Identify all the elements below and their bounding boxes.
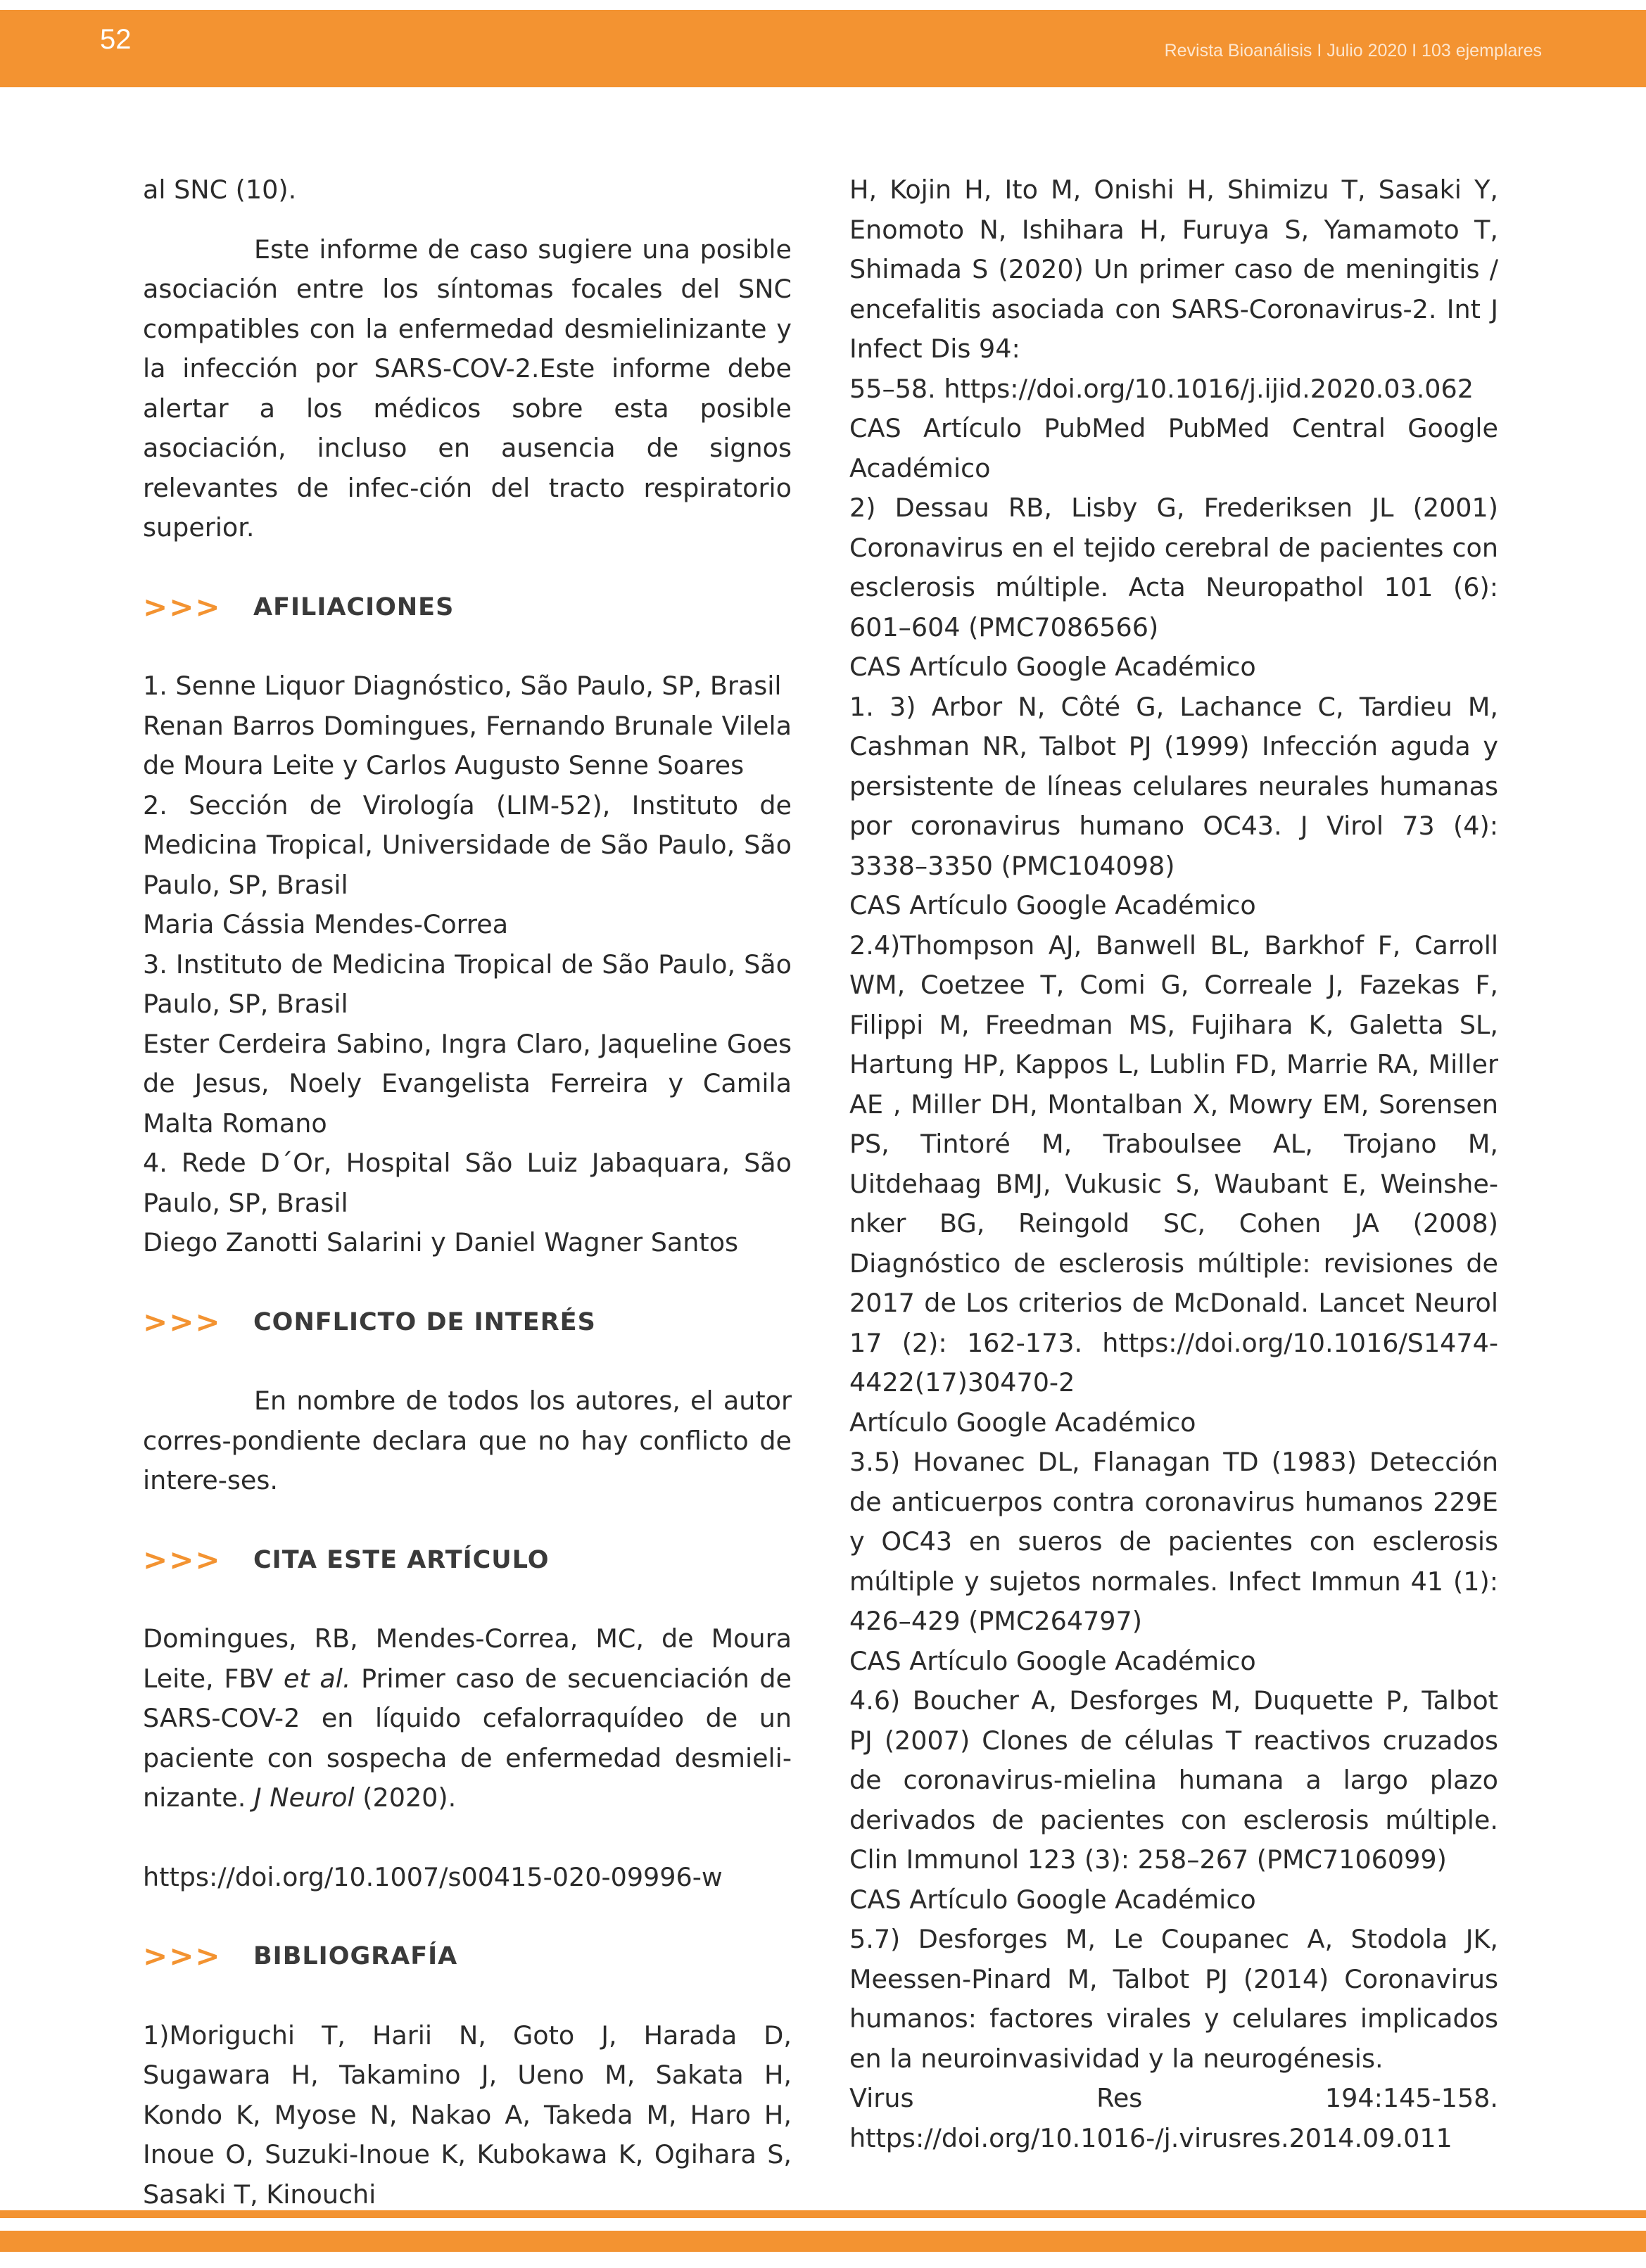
right-column [849,170,1498,2158]
citation-paragraph: Domingues, RB, Mendes-Correa, MC, de Moura Leite, FBV et al. Primer caso de secuenciación de SARS-COV-2 en líquido cefalorraquídeo de un paciente con sospecha de enfermedad desmieli-nizante. J Neurol (2020). [143,1623,792,1813]
section-title: CITA ESTE ARTÍCULO [253,1545,550,1574]
section-title: AFILIACIONES [253,593,455,621]
chevron-right-icon: >>> [143,1542,222,1577]
affiliation-item: 1. Senne Liquor Diagnóstico, São Paulo, SP, Brasil [143,671,782,701]
chevron-right-icon: >>> [143,1939,222,1973]
reference-3-links[interactable]: CAS Artículo Google Académico [849,890,1256,920]
reference-2: 2) Dessau RB, Lisby G, Frederiksen JL (2001) Coronavirus en el tejido cerebral de pacientes con esclerosis múltiple. Acta Neuropathol 101 (6): 601–604 (PMC7086566) [849,493,1498,642]
section-heading-afiliaciones [143,588,792,628]
affiliation-authors: Renan Barros Domingues, Fernando Brunale Vilela de Moura Leite y Carlos Augusto Senne Soares [143,710,792,780]
section-heading-bibliografia [143,1937,792,1977]
page-number: 52 [100,24,132,55]
reference-5: 3.5) Hovanec DL, Flanagan TD (1983) Detección de anticuerpos contra coronavirus humanos 229E y OC43 en sueros de pacientes con esclerosis múltiple y sujetos normales. Infect Immun 41 (1): 426–429 (PMC264797) [849,1447,1498,1636]
reference-1-links[interactable]: CAS Artículo PubMed PubMed Central Google Académico [849,413,1498,483]
footer-bar [0,2231,1646,2252]
left-column [143,170,792,2215]
affiliations-list [143,666,792,1263]
reference-6-links[interactable]: CAS Artículo Google Académico [849,1884,1256,1915]
conflict-paragraph: En nombre de todos los autores, el autor corres-pondiente declara que no hay conflicto de intere-ses. [143,1386,792,1495]
conclusion-paragraph: Este informe de caso sugiere una posible asociación entre los síntomas focales del SNC compatibles con la enfermedad desmielinizante y la infección por SARS-COV-2.Este informe debe alertar a los médicos sobre esta posible asociación, incluso en ausencia de signos relevantes de infec-ción del tracto respiratorio superior. [143,234,792,543]
reference-6: 4.6) Boucher A, Desforges M, Duquette P, Talbot PJ (2007) Clones de células T reactivos cruzados de coronavirus-mielina humana a largo plazo derivados de pacientes con esclerosis múltiple. Clin Immunol 123 (3): 258–267 (PMC7106099) [849,1685,1498,1875]
affiliation-item: 2. Sección de Virología (LIM-52), Instituto de Medicina Tropical, Universidade de São Paulo, São Paulo, SP, Brasil [143,790,792,900]
affiliation-item: 3. Instituto de Medicina Tropical de São Paulo, São Paulo, SP, Brasil [143,949,792,1019]
affiliation-authors: Ester Cerdeira Sabino, Ingra Claro, Jaqueline Goes de Jesus, Noely Evangelista Ferreira y Camila Malta Romano [143,1028,792,1139]
affiliation-authors: Diego Zanotti Salarini y Daniel Wagner Santos [143,1227,739,1257]
section-title: CONFLICTO DE INTERÉS [253,1307,596,1336]
affiliation-authors: Maria Cássia Mendes-Correa [143,909,509,939]
reference-7: 5.7) Desforges M, Le Coupanec A, Stodola JK, Meessen-Pinard M, Talbot PJ (2014) Coronavirus humanos: factores virales y celulares implicados en la neuroinvasividad y la neurogénesis. [849,1924,1498,2074]
chevron-right-icon: >>> [143,589,222,624]
reference-7-doi[interactable]: Virus Res 194:145-158. https://doi.org/10.1016-/j.virusres.2014.09.011 [849,2083,1498,2153]
reference-1-continued: H, Kojin H, Ito M, Onishi H, Shimizu T, Sasaki Y, Enomoto N, Ishihara H, Furuya S, Yamamoto T, Shimada S (2020) Un primer caso de meningitis / encefalitis asociada con SARS-Coronavirus-2. Int J Infect Dis 94: [849,175,1498,364]
affiliation-item: 4. Rede D´Or, Hospital São Luiz Jabaquara, São Paulo, SP, Brasil [143,1148,792,1218]
section-heading-conflicto [143,1303,792,1343]
reference-1-doi[interactable]: 55–58. https://doi.org/10.1016/j.ijid.2020.03.062 [849,373,1474,404]
reference-5-links[interactable]: CAS Artículo Google Académico [849,1645,1256,1676]
citation-doi-link[interactable]: https://doi.org/10.1007/s00415-020-09996-w [143,1861,723,1892]
reference-4-links[interactable]: Artículo Google Académico [849,1407,1196,1438]
reference-1-start: 1)Moriguchi T, Harii N, Goto J, Harada D, Sugawara H, Takamino J, Ueno M, Sakata H, Kondo K, Myose N, Nakao A, Takeda M, Haro H, Inoue O, Suzuki-Inoue K, Kubokawa K, Ogihara S, Sasaki T, Kinouchi [143,2020,792,2210]
reference-4: 2.4)Thompson AJ, Banwell BL, Barkhof F, Carroll WM, Coetzee T, Comi G, Correale J, Fazekas F, Filippi M, Freedman MS, Fujihara K, Galetta SL, Hartung HP, Kappos L, Lublin FD, Marrie RA, Miller AE , Miller DH, Montalban X, Mowry EM, Sorensen PS, Tintoré M, Traboulsee AL, Trojano M, Uitdehaag BMJ, Vukusic S, Waubant E, Weinshe-nker BG, Reingold SC, Cohen JA (2008) Diagnóstico de esclerosis múltiple: revisiones de 2017 de Los criterios de McDonald. Lancet Neurol 17 (2): 162-173. https://doi.org/10.1016/S1474-4422(17)30470-2 [849,930,1498,1398]
section-heading-cita [143,1540,792,1580]
journal-info: Revista Bioanálisis I Julio 2020 I 103 ejemplares [1164,41,1542,61]
header-bar [0,10,1646,87]
footer-stripe [0,2210,1646,2218]
intro-tail: al SNC (10). [143,175,297,205]
reference-2-links[interactable]: CAS Artículo Google Académico [849,652,1256,682]
reference-3: 1. 3) Arbor N, Côté G, Lachance C, Tardieu M, Cashman NR, Talbot PJ (1999) Infección aguda y persistente de líneas celulares neurales humanas por coronavirus humano OC43. J Virol 73 (4): 3338–3350 (PMC104098) [849,691,1498,881]
chevron-right-icon: >>> [143,1304,222,1339]
section-title: BIBLIOGRAFÍA [253,1942,458,1970]
